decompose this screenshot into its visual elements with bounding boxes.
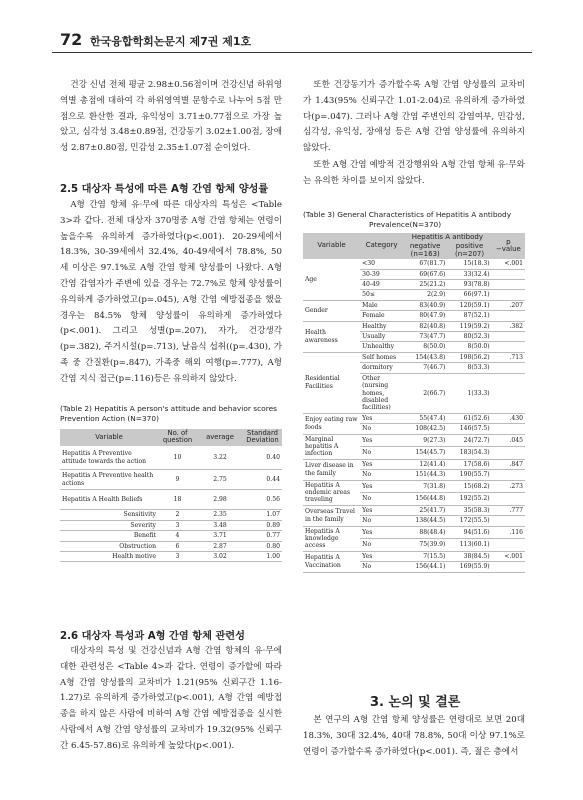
page-header (52, 30, 532, 53)
t2-cell: 2.75 (197, 470, 243, 490)
t3-header: Hepatitis A antibody (403, 233, 492, 242)
table-row (60, 520, 282, 530)
table-row (303, 505, 525, 515)
t3-cell: 113(60.1) (447, 539, 491, 552)
t3-cell: Yes (360, 505, 403, 515)
table-row (60, 490, 282, 510)
t2-cell: 0.56 (243, 490, 282, 510)
t3-cell: 156(44.1) (403, 562, 447, 572)
t3-cell: .713 (492, 352, 525, 362)
table3-caption-line-2: Prevalence(N=370) (369, 220, 442, 229)
t3-cell: 151(44.3) (403, 470, 447, 480)
t2-cell: 0.77 (243, 531, 282, 541)
t3-cell: Unhealthy (360, 342, 403, 352)
t3-cell: 87(52.1) (447, 311, 491, 321)
t3-cell: 75(39.9) (403, 539, 447, 552)
t3-cell: 192(55.2) (447, 493, 491, 506)
t3-cell: 80(52.3) (447, 332, 491, 342)
t3-cell: 1(33.3) (447, 373, 491, 413)
table-row (303, 352, 525, 362)
table-row (303, 526, 525, 539)
t3-cell: 33(32.4) (447, 269, 491, 279)
t2-cell: 18 (158, 490, 197, 510)
t3-header: negative (n=163) (403, 242, 447, 259)
t3-cell: 198(56.2) (447, 352, 491, 362)
t3-cell: 69(67.6) (403, 269, 447, 279)
t3-cell: Yes (360, 459, 403, 469)
table-row (60, 510, 282, 520)
t3-cell: No (360, 516, 403, 526)
t2-header: Standard Deviation (243, 429, 282, 446)
table-row (60, 446, 282, 470)
t2-cell: Obstruction (60, 541, 158, 551)
t2-cell: 3 (158, 520, 197, 530)
t3-variable: Liver disease in the family (303, 459, 360, 480)
t3-cell: <.001 (492, 259, 525, 269)
t3-cell: dormitory (360, 363, 403, 373)
right-paragraph-2: 또한 A형 간염 예방적 건강행위와 A형 간염 항체 유·무와는 유의한 차이를 보이지 않았다. (303, 160, 525, 186)
t3-cell: 154(45.7) (403, 447, 447, 460)
right-paragraph-3: 본 연구의 A형 간염 항체 양성률은 연령대로 보면 20대 18.3%, 30대 32.4%, 40대 78.8%, 50대 이상 97.1%로 연령이 증가할수록 증가하였다(p<.001). 즉, 젊은 층에서 (303, 715, 525, 757)
t3-cell: .045 (492, 434, 525, 447)
t3-cell: 7(46.7) (403, 363, 447, 373)
table-row (60, 470, 282, 490)
page-number: 72 (60, 30, 83, 49)
table-row (60, 531, 282, 541)
t3-cell: 8(50.0) (403, 342, 447, 352)
t3-cell: 35(58.3) (447, 505, 491, 515)
t3-cell: .382 (492, 321, 525, 331)
t2-cell: 2.87 (197, 541, 243, 551)
section-2-5-heading: 2.5 대상자 특성에 따른 A형 간염 항체 양성률 (60, 184, 269, 195)
t3-variable: Hepatitis A knowledge access (303, 526, 360, 551)
t3-cell: .847 (492, 459, 525, 469)
t2-cell: 6 (158, 541, 197, 551)
t3-cell: .777 (492, 505, 525, 515)
table3-caption-line-1: (Table 3) General Characteristics of Hepatitis A antibody (303, 210, 512, 219)
t2-cell: Hepatitis A Preventive attitude towards the action (60, 446, 158, 470)
t3-cell: 88(48.4) (403, 526, 447, 539)
section-2-6-heading: 2.6 대상자 특성과 A형 간염 항체 관련성 (60, 631, 245, 642)
table-row (303, 434, 525, 447)
t3-cell: 9(27.3) (403, 434, 447, 447)
left-paragraph-2: A형 간염 항체 유·무에 따른 대상자의 특성은 <Table 3>과 같다. 전체 대상자 370명중 A형 간염 항체는 연령이 높을수록 유의하게 증가하였다(p<.001). 20-29세에서 18.3%, 30-39세에서 32.4%, 40-49세에서 78.8%, 50세 이상은 97.1%로 A형 간염 항체 양성률이 나왔다. A형 간염 감염자가 주변에 있을 경우는 72.7%로 항체 양성률이 유의하게 증가하였고(p=.045), A형 간염 예방접종을 했을 경우는 84.5% 항체 양성률이 유의하게 증가하였다(p<.001). 그리고 성별(p=.207), 자가, 건강생각(p=.382), 주거시설(p=.713), 날음식 섭취((p=.430), 가족 중 간질환(p=.847), 가족중 해외 여행(p=.777), A형 간염 지식 접근(p=.116)등은 유의하지 않았다. (60, 200, 282, 384)
journal-title: 한국융합학회논문지 제7권 제1호 (90, 35, 252, 48)
t3-cell: 93(78.8) (447, 280, 491, 290)
t2-cell: 0.40 (243, 446, 282, 470)
t3-cell: 12(41.4) (403, 459, 447, 469)
t3-cell: 169(55.9) (447, 562, 491, 572)
t2-cell: Health motive (60, 551, 158, 561)
t3-variable: Gender (303, 300, 360, 321)
t3-cell: Yes (360, 480, 403, 493)
right-paragraph-1: 또한 건강동기가 증가할수록 A형 간염 양성률의 교차비가 1.43(95% 신뢰구간 1.01-2.04)로 유의하게 증가하였다(p=.047). 그러나 A형 간염 주변인의 감염여부, 민감성, 심각성, 유익성, 장애성 등은 A형 간염 양성률에 유의하지 않았다. (303, 80, 525, 154)
t2-header: Variable (60, 429, 158, 446)
t3-cell: 24(72.7) (447, 434, 491, 447)
t2-cell: 2.98 (197, 490, 243, 510)
t3-cell: No (360, 539, 403, 552)
t3-variable: Marginal hepatitis A infection (303, 434, 360, 459)
t2-cell: 3.22 (197, 446, 243, 470)
table-row (303, 480, 525, 493)
t3-variable: Overseas Travel in the family (303, 505, 360, 526)
t2-cell: 9 (158, 470, 197, 490)
t3-cell: <30 (360, 259, 403, 269)
table-row (303, 459, 525, 469)
t2-cell: 2.35 (197, 510, 243, 520)
t3-variable: Health awareness (303, 321, 360, 352)
t3-cell: 146(57.5) (447, 424, 491, 434)
t3-cell: <.001 (492, 551, 525, 561)
t3-variable: Age (303, 259, 360, 300)
t3-cell: 138(44.5) (403, 516, 447, 526)
t3-cell: .116 (492, 526, 525, 539)
t3-cell: No (360, 470, 403, 480)
t3-cell: 66(97.1) (447, 290, 491, 300)
t3-cell: 17(58.6) (447, 459, 491, 469)
t3-cell: 30-39 (360, 269, 403, 279)
t3-cell: 190(55.7) (447, 470, 491, 480)
t2-cell: Sensitivity (60, 510, 158, 520)
t3-cell: 82(40.8) (403, 321, 447, 331)
section-3-heading: 3. 논의 및 결론 (370, 695, 461, 710)
table-row (60, 551, 282, 561)
t3-cell: 120(59.1) (447, 300, 491, 310)
table-row (303, 321, 525, 331)
t3-cell: 172(55.5) (447, 516, 491, 526)
t3-header: positive (n=207) (447, 242, 491, 259)
t2-cell: 3.02 (197, 551, 243, 561)
table-3 (303, 233, 525, 573)
t3-cell: .273 (492, 480, 525, 493)
t3-cell: 80(47.9) (403, 311, 447, 321)
table-row (60, 541, 282, 551)
t3-header: p −value (492, 233, 525, 259)
t2-cell: Hepatitis A Health Beliefs (60, 490, 158, 510)
t2-cell: 1.00 (243, 551, 282, 561)
t3-cell: 8(53.3) (447, 363, 491, 373)
t3-cell: 7(15.5) (403, 551, 447, 561)
t3-variable: Hepatitis A endemic areas traveling (303, 480, 360, 505)
t3-cell: Yes (360, 526, 403, 539)
t2-cell: 2 (158, 510, 197, 520)
t3-cell: No (360, 424, 403, 434)
t3-cell: 119(59.2) (447, 321, 491, 331)
t3-cell: Self homes (360, 352, 403, 362)
table2-caption: (Table 2) Hepatitis A person's attitude and behavior scores Prevention Action (N=370) (60, 404, 277, 423)
t3-cell: 15(68.2) (447, 480, 491, 493)
t2-cell: 1.07 (243, 510, 282, 520)
t3-cell: 61(52.6) (447, 413, 491, 423)
t3-cell: 38(84.5) (447, 551, 491, 561)
t3-cell: 2(66.7) (403, 373, 447, 413)
t3-cell: 15(18.3) (447, 259, 491, 269)
t2-cell: 0.80 (243, 541, 282, 551)
t2-cell: Benefit (60, 531, 158, 541)
t3-variable: Hepatitis A Vaccination (303, 551, 360, 572)
t3-cell: 73(47.7) (403, 332, 447, 342)
t2-cell: 0.44 (243, 470, 282, 490)
table-2 (60, 429, 282, 562)
left-paragraph-3: 대상자의 특성 및 건강신념과 A형 간염 항체의 유·무에 대한 관련성은 <Table 4>과 같다. 연령이 증가할에 따라 A형 간염 양성률의 교차비가 1.21(95% 신뢰구간 1.16-1.27)로 유의하게 증가하였고(p<.001), A형 간염 예방접종을 하지 않은 사람에 비하여 A형 간염 예방접종을 실시한 사람에서 A형 간염 양성률의 교차비가 19.32(95% 신뢰구간 6.45-57.86)로 유의하게 높았다(p<.001). (60, 646, 282, 751)
t2-cell: 0.89 (243, 520, 282, 530)
t3-cell: No (360, 447, 403, 460)
t3-cell: .430 (492, 413, 525, 423)
t3-cell: No (360, 493, 403, 506)
t3-cell: Yes (360, 551, 403, 561)
left-paragraph-1: 건강 신념 전체 평균 2.98±0.56점이며 건강신념 하위영역별 총점에 대하여 각 하위영역별 문항수로 나누어 5점 만점으로 환산한 결과, 유익성이 3.71±0.77점으로 가장 높았고, 심각성 3.48±0.89점, 건강동기 3.02±1.00점, 장애성 2.87±0.80점, 민감성 2.35±1.07점 순이었다. (60, 80, 282, 154)
t3-variable: Residential Facilities (303, 352, 360, 413)
t3-cell: 108(42.5) (403, 424, 447, 434)
t3-cell: No (360, 562, 403, 572)
table3-caption (303, 210, 533, 230)
t2-header: No. of question (158, 429, 197, 446)
t2-cell: 3 (158, 551, 197, 561)
t2-header: average (197, 429, 243, 446)
t2-cell: 4 (158, 531, 197, 541)
t3-cell: Usually (360, 332, 403, 342)
t3-cell: 2(2.9) (403, 290, 447, 300)
t3-cell: 83(40.9) (403, 300, 447, 310)
table-row (303, 259, 525, 269)
t3-header: Category (360, 233, 403, 259)
table-row (303, 413, 525, 423)
t3-cell: 94(51.6) (447, 526, 491, 539)
t3-cell: Yes (360, 413, 403, 423)
t3-variable: Enjoy eating raw foods (303, 413, 360, 434)
t3-cell: Other (nursing homes, disabled facilities) (360, 373, 403, 413)
t3-cell: Male (360, 300, 403, 310)
t3-cell: 40-49 (360, 280, 403, 290)
t2-cell: 3.71 (197, 531, 243, 541)
t2-cell: 10 (158, 446, 197, 470)
t3-cell: 7(31.8) (403, 480, 447, 493)
t3-cell: 50≤ (360, 290, 403, 300)
t2-cell: Hepatitis A Preventive health actions (60, 470, 158, 490)
t3-cell: 8(50.0) (447, 342, 491, 352)
t2-cell: Severity (60, 520, 158, 530)
t3-cell: 154(43.8) (403, 352, 447, 362)
t3-cell: 55(47.4) (403, 413, 447, 423)
t3-cell: .207 (492, 300, 525, 310)
t3-cell: 67(81.7) (403, 259, 447, 269)
t3-cell: Yes (360, 434, 403, 447)
t3-cell: 25(21.2) (403, 280, 447, 290)
t3-cell: Female (360, 311, 403, 321)
t2-cell: 3.48 (197, 520, 243, 530)
table-row (303, 300, 525, 310)
t3-cell: Healthy (360, 321, 403, 331)
table-row (303, 551, 525, 561)
t3-header: Variable (303, 233, 360, 259)
t3-cell: 25(41.7) (403, 505, 447, 515)
t3-cell: 156(44.8) (403, 493, 447, 506)
t3-cell: 183(54.3) (447, 447, 491, 460)
